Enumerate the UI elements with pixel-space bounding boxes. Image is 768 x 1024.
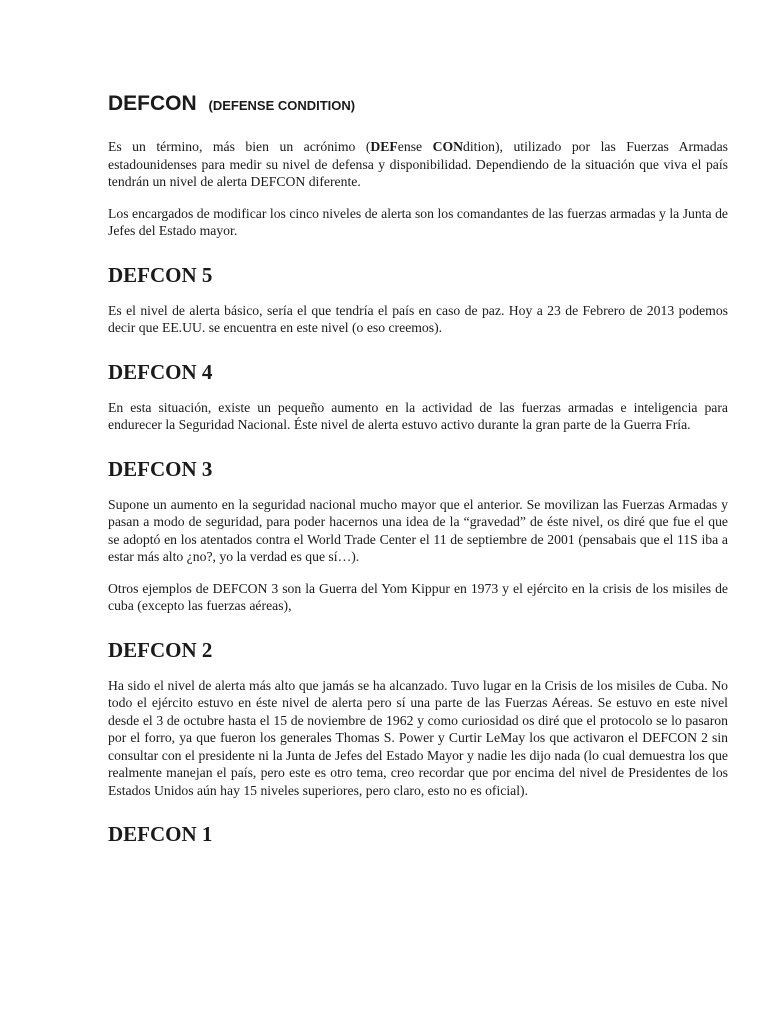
section-heading-defcon-5: DEFCON 5: [108, 262, 213, 287]
document-title: [108, 90, 728, 120]
intro-text-3: dition), utilizado por las Fuerzas Armadas estadounidenses para medir su nivel de defensa y disponibilidad. Dependiendo de la situación que viva el país tendrán un nivel de alerta DEFCON diferente.: [108, 139, 729, 189]
section-paragraph: Es el nivel de alerta básico, sería el que tendría el país en caso de paz. Hoy a 23 de Febrero de 2013 podemos decir que EE.UU. se encuentra en este nivel (o eso creemos).: [108, 302, 728, 335]
title-subtitle: (DEFENSE CONDITION): [208, 98, 356, 113]
section-paragraph: Supone un aumento en la seguridad nacional mucho mayor que el anterior. Se movilizan las Fuerzas Armadas y pasan a modo de seguridad, para poder hacernos una idea de la “gravedad” de éste nivel, os diré que fue el que se adoptó en los atentados contra el World Trade Center el 11 de septiembre de 2001 (pensabais que el 11S iba a estar más alto ¿no?, yo la verdad es que sí…).: [108, 496, 728, 564]
intro-bold-def: DEF: [370, 139, 398, 154]
section-paragraph: En esta situación, existe un pequeño aumento en la actividad de las fuerzas armadas e inteligencia para endurecer la Seguridad Nacional. Éste nivel de alerta estuvo activo durante la gran parte de la Guerra Fría.: [108, 399, 728, 432]
title-text: DEFCON: [108, 92, 197, 115]
section-heading-defcon-1: DEFCON 1: [108, 822, 213, 846]
section-heading-defcon-4: DEFCON 4: [108, 359, 213, 384]
intro-bold-con: CON: [432, 139, 464, 154]
intro-paragraph: [108, 138, 728, 191]
document-body: [108, 90, 728, 861]
section-paragraph: Otros ejemplos de DEFCON 3 son la Guerra del Yom Kippur en 1973 y el ejército en la crisis de los misiles de cuba (excepto las fuerzas aéreas),: [108, 580, 728, 613]
section-heading-defcon-2: DEFCON 2: [108, 637, 213, 662]
intro-paragraph-2: Los encargados de modificar los cinco niveles de alerta son los comandantes de las fuerzas armadas y la Junta de Jefes del Estado mayor.: [108, 205, 728, 238]
section-heading-defcon-3: DEFCON 3: [108, 456, 213, 481]
intro-text-1: Es un término, más bien un acrónimo (: [108, 139, 371, 154]
intro-text-2: ense: [397, 139, 433, 154]
section-paragraph: Ha sido el nivel de alerta más alto que jamás se ha alcanzado. Tuvo lugar en la Crisis de los misiles de Cuba. No todo el ejército estuvo en éste nivel de alerta pero sí una parte de las Fuerzas Aéreas. Se estuvo en este nivel desde el 3 de octubre hasta el 15 de noviembre de 1962 y como curiosidad os diré que el protocolo se lo pasaron por el forro, ya que fueron los generales Thomas S. Power y Curtir LeMay los que activaron el DEFCON 2 sin consultar con el presidente ni la Junta de Jefes del Estado Mayor y nadie les dijo nada (lo cual demuestra los que realmente manejan el país, pero este es otro tema, creo recordar que por encima del nivel de Presidentes de los Estados Unidos aún hay 15 niveles superiores, pero claro, esto no es oficial).: [108, 677, 728, 798]
